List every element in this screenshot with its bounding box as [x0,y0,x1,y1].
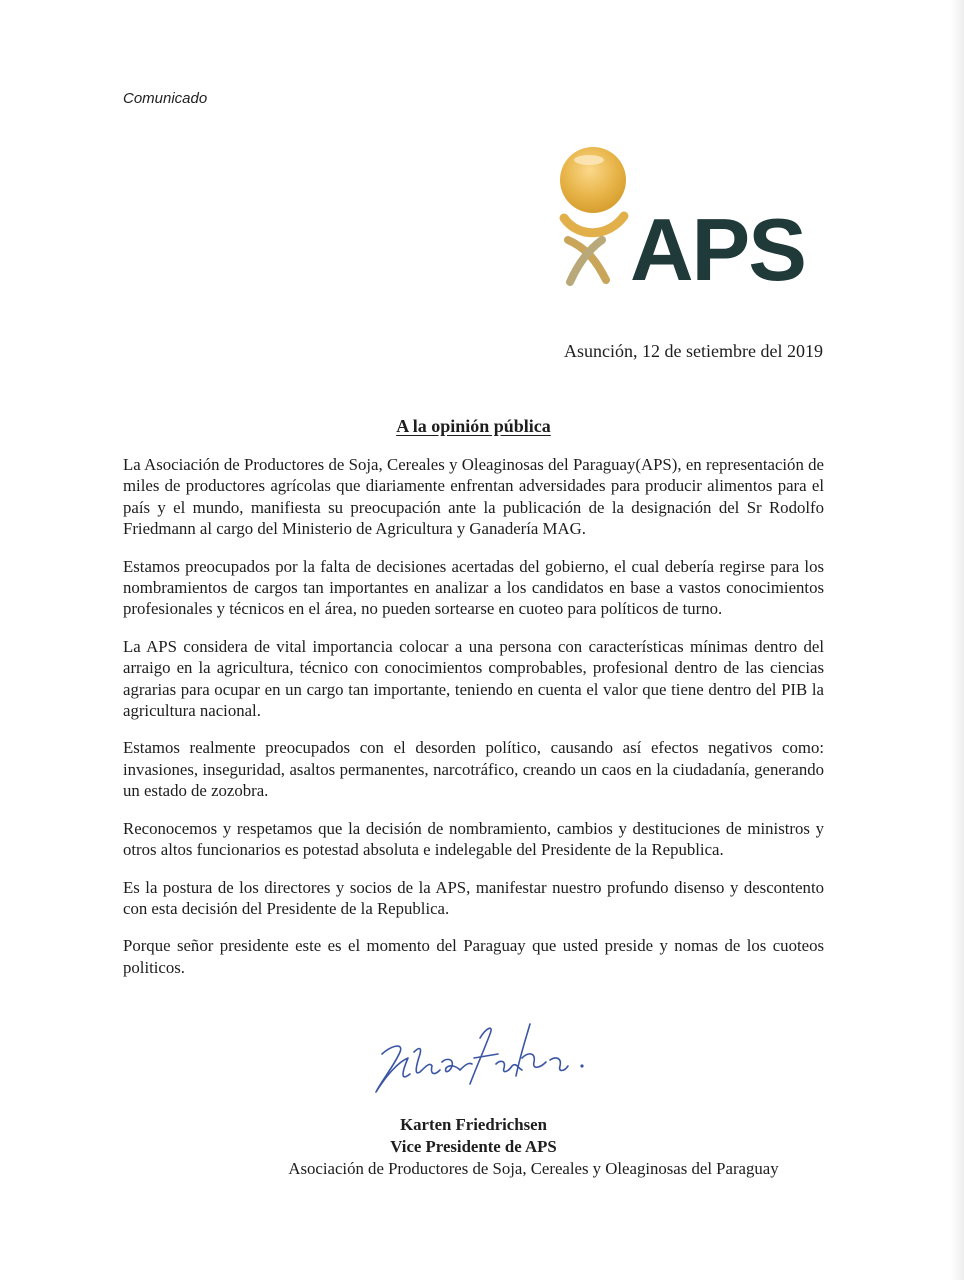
document-title: A la opinión pública [396,416,551,436]
document-type-label: Comunicado [123,90,208,107]
paragraph: Es la postura de los directores y socios de la APS, manifestar nuestro profundo disenso y descontento con esta decisión del Presidente de la Republica. [123,877,824,918]
paragraph: La APS considera de vital importancia colocar a una persona con características mínimas dentro del arraigo en la agricultura, técnico con conocimientos comprobables, profesional dentro de las ciencias agrarias para ocupar en un cargo tan importante, teniendo en cuenta el valor que tiene dentro del PIB la agricultura nacional. [123,636,824,721]
signatory-role: Vice Presidente de APS [390,1137,557,1156]
paragraph: Reconocemos y respetamos que la decisión de nombramiento, cambios y destituciones de ministros y otros altos funcionarios es potestad absoluta e indelegable del Presidente de la Republica. [123,818,824,860]
handwritten-signature-icon [360,1018,590,1100]
page-edge-shadow [950,0,964,1280]
aps-logo [556,140,818,290]
paragraph: La Asociación de Productores de Soja, Cereales y Oleaginosas del Paraguay(APS), en representación de miles de productores agrícolas que diariamente enfrentan adversidades para producir alimentos para el país y el mundo, manifiesta su preocupación ante la publicación de la designación del Sr Rodolfo Friedmann al cargo del Ministerio de Agricultura y Ganadería MAG. [123,455,824,539]
paragraph: Porque señor presidente este es el momento del Paraguay que usted preside y nomas de los cuoteos politicos. [123,936,824,977]
document-body [123,454,824,994]
paragraph: Estamos preocupados por la falta de decisiones acertadas del gobierno, el cual debería regirse para los nombramientos de cargos tan importantes en analizar a los candidatos en base a vastos conocimientos profesionales y técnicos en el área, no pueden sortearse en cuoteo para políticos de turno. [123,556,824,619]
signatory-name: Karten Friedrichsen [400,1115,547,1134]
signature-block [123,1114,824,1180]
signatory-organization: Asociación de Productores de Soja, Cereales y Oleaginosas del Paraguay [288,1159,779,1178]
paragraph: Estamos realmente preocupados con el desorden político, causando así efectos negativos como: invasiones, inseguridad, asaltos permanentes, narcotráfico, creando un caos en la ciudadanía, generando un estado de zozobra. [123,738,824,801]
document-date: Asunción, 12 de setiembre del 2019 [564,341,823,361]
aps-logo-text: APS [630,200,805,290]
